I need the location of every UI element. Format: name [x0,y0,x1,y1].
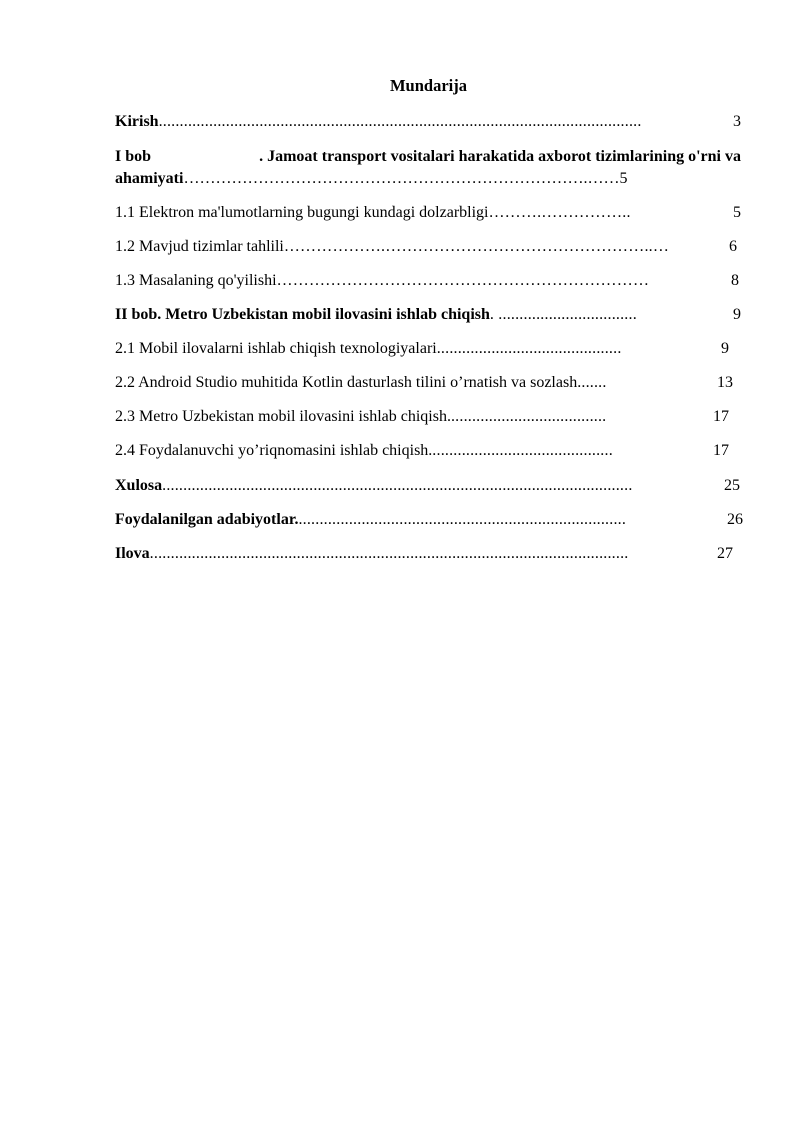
toc-page-number: 13 [717,374,733,391]
toc-entry-line [115,168,726,190]
toc-entry-label: 1.2 Mavjud tizimlar tahlili [115,238,284,255]
toc-leader-dots: . ................................. [489,306,637,323]
toc-leader-dots: ....... [577,374,607,391]
toc-page-number: 8 [731,272,739,289]
toc-entry-line [115,146,741,168]
toc-entry-label: 2.4 Foydalanuvchi yo’riqnomasini ishlab chiqish. [115,442,433,459]
toc-entry-adabiyotlar[interactable] [115,509,743,531]
toc-entry-label: 1.1 Elektron ma'lumotlarning bugungi kundagi dolzarbligi [115,204,489,221]
toc-leader-dots: .................................................................................................................. [149,545,629,562]
toc-entry-1-3[interactable] [115,270,739,292]
toc-leader-dots: …………………………………………………………… [276,272,650,289]
toc-entry-label: 1.3 Masalaning qo'yilishi [115,272,277,289]
toc-leader-dots: ……………….…………………………………………..… [283,238,670,255]
toc-entry-label-cont: ahamiyati [115,170,184,187]
toc-entry-label: Kirish [115,113,159,130]
toc-entry-label-bold: I bob [115,148,152,165]
toc-page-number: 25 [724,477,740,494]
toc-page-number: 27 [717,545,733,562]
toc-entry-xulosa[interactable] [115,475,740,497]
toc-page-number: 9 [721,340,729,357]
toc-entry-label: Foydalanilgan adabiyotlar. [115,511,299,528]
toc-page-number: 17 [713,442,729,459]
toc-entry-label: 2.2 Android Studio muhitida Kotlin dasturlash tilini o’rnatish va sozlash [115,374,578,391]
toc-heading: Mundarija [389,76,467,95]
toc-page-number: 17 [713,408,729,425]
toc-entry-label: II bob. Metro Uzbekistan mobil ilovasini ishlab chiqish [115,306,490,323]
toc-page-number: 3 [733,113,741,130]
toc-entry-chapter-2[interactable] [115,304,741,326]
toc-entry-2-3[interactable] [115,406,729,428]
toc-entry-2-2[interactable] [115,372,733,394]
toc-entry-2-1[interactable] [115,338,729,360]
toc-entry-2-4[interactable] [115,440,729,462]
toc-page-number: 26 [727,511,743,528]
toc-entry-label: Ilova [115,545,150,562]
toc-leader-dots: ........................................... [432,442,613,459]
toc-leader-dots: ..................................... [450,408,607,425]
toc-entry-ilova[interactable] [115,543,733,565]
toc-entry-1-1[interactable] [115,202,741,224]
toc-entry-label: Xulosa [115,477,163,494]
toc-entry-kirish[interactable] [115,111,741,133]
toc-page-number: 5 [733,204,741,221]
toc-leader-dots: .............................................................................. [298,511,627,528]
toc-entry-label-rest: . Jamoat transport vositalari harakatida axborot tizimlarining o'rni va [259,148,741,165]
toc-page-number: 9 [733,306,741,323]
toc-entry-chapter-1[interactable] [115,146,741,190]
toc-entry-label: 2.1 Mobil ilovalarni ishlab chiqish texnologiyalari [115,340,437,357]
toc-leader-dots: ……….…………….. [488,204,631,221]
toc-leader-dots: ………………………………………………………………….……5 [183,170,628,187]
toc-leader-dots: ................................................................................................................ [162,477,633,494]
toc-leader-dots: ............................................ [436,340,622,357]
toc-page-number: 6 [729,238,737,255]
toc-leader-dots: ................................................................................................................... [158,113,642,130]
toc-entry-1-2[interactable] [115,236,737,258]
toc-entry-label: 2.3 Metro Uzbekistan mobil ilovasini ishlab chiqish. [115,408,451,425]
